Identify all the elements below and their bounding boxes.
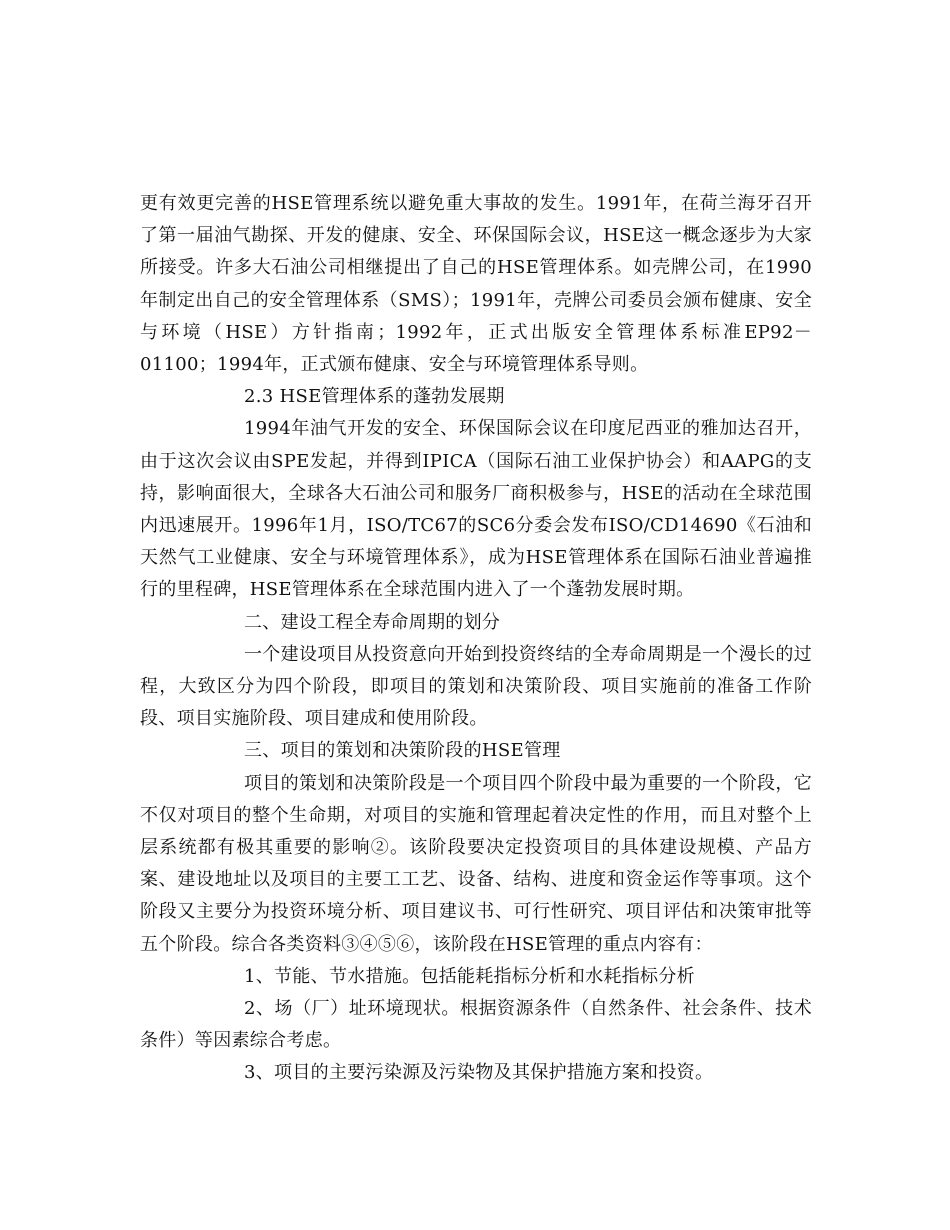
body-text [140,188,812,1090]
heading-planning-decision-hse: 三、项目的策划和决策阶段的HSE管理 [244,740,561,762]
list-item-3: 3、项目的主要污染源及污染物及其保护措施方案和投资。 [244,1062,714,1084]
paragraph-hse-history: 更有效更完善的HSE管理系统以避免重大事故的发生。1991年，在荷兰海牙召开了第一届油气勘探、开发的健康、安全、环保国际会议，HSE这一概念逐步为大家所接受。许多大石油公司相继提出了自己的HSE管理体系。如壳牌公司，在1990年制定出自己的安全管理体系（SMS）；1991年，壳牌公司委员会颁布健康、安全与环境（HSE）方针指南；1992年，正式出版安全管理体系标准EP92－01100；1994年，正式颁布健康、安全与环境管理体系导则。 [140,193,812,376]
list-item-2: 2、场（厂）址环境现状。根据资源条件（自然条件、社会条件、技术条件）等因素综合考虑。 [140,998,812,1052]
heading-hse-growth-period: 2.3 HSE管理体系的蓬勃发展期 [244,386,505,408]
paragraph-planning-decision: 项目的策划和决策阶段是一个项目四个阶段中最为重要的一个阶段，它不仅对项目的整个生命期，对项目的实施和管理起着决定性的作用，而且对整个上层系统都有极其重要的影响②。该阶段要决定投资项目的具体建设规模、产品方案、建设地址以及项目的主要工工艺、设备、结构、进度和资金运作等事项。这个阶段又主要分为投资环境分析、项目建议书、可行性研究、项目评估和决策审批等五个阶段。综合各类资料③④⑤⑥，该阶段在HSE管理的重点内容有： [140,772,812,955]
paragraph-jakarta-conference: 1994年油气开发的安全、环保国际会议在印度尼西亚的雅加达召开，由于这次会议由SPE发起，并得到IPICA（国际石油工业保护协会）和AAPG的支持，影响面很大，全球各大石油公司和服务厂商积极参与，HSE的活动在全球范围内迅速展开。1996年1月，ISO/TC67的SC6分委会发布ISO/CD14690《石油和天然气工业健康、安全与环境管理体系》，成为HSE管理体系在国际石油业普遍推行的里程碑，HSE管理体系在全球范围内进入了一个蓬勃发展时期。 [140,418,812,601]
paragraph-lifecycle-stages: 一个建设项目从投资意向开始到投资终结的全寿命周期是一个漫长的过程，大致区分为四个阶段，即项目的策划和决策阶段、项目实施前的准备工作阶段、项目实施阶段、项目建成和使用阶段。 [140,643,812,730]
heading-lifecycle-division: 二、建设工程全寿命周期的划分 [244,611,501,633]
list-item-1: 1、节能、节水措施。包括能耗指标分析和水耗指标分析 [244,965,695,987]
